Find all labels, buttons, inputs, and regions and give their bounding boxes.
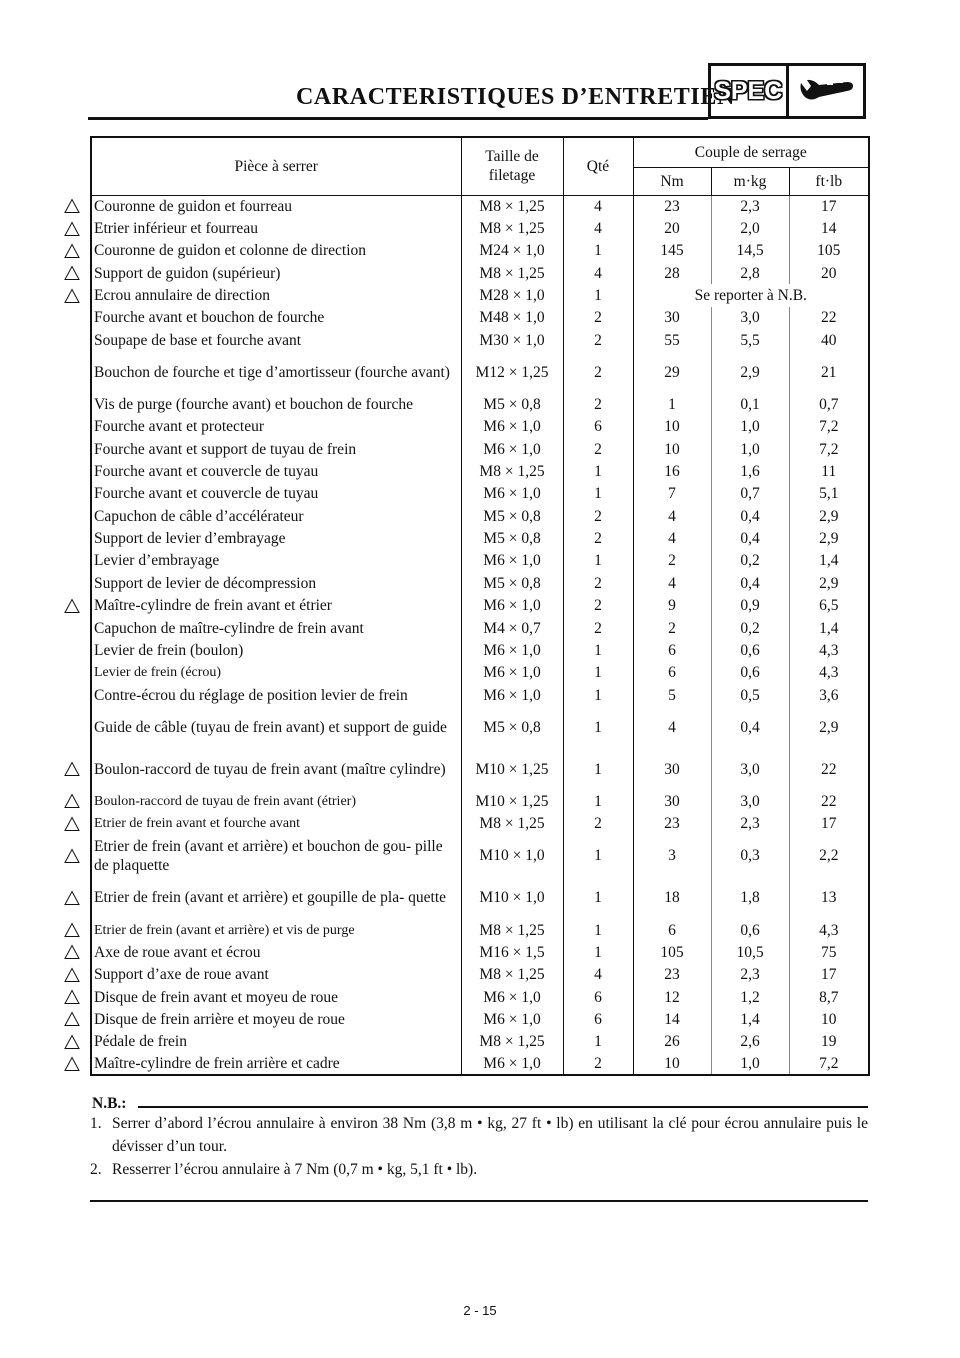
cell-nm: 14 [633, 1008, 711, 1030]
cell-nm: 30 [633, 307, 711, 329]
cell-ftlb: 4,3 [789, 662, 869, 684]
cell-ftlb: 40 [789, 329, 869, 351]
cell-ftlb: 4,3 [789, 919, 869, 941]
table-row [91, 617, 869, 639]
wrench-icon-cell [786, 66, 864, 116]
cell-ftlb: 17 [789, 195, 869, 217]
cell-mkg: 1,2 [711, 986, 789, 1008]
table-row [91, 941, 869, 963]
cell-qty: 2 [563, 572, 633, 594]
table-row [91, 986, 869, 1008]
cell-mkg: 0,3 [711, 835, 789, 877]
cell-nm: 10 [633, 438, 711, 460]
table-row [91, 483, 869, 505]
cell-part: Capuchon de maître-cylindre de frein avant [91, 617, 461, 639]
cell-nm: 4 [633, 706, 711, 748]
triangle-icon [64, 288, 80, 304]
notes-list [90, 1112, 868, 1181]
cell-qty: 1 [563, 941, 633, 963]
cell-qty: 4 [563, 195, 633, 217]
cell-ftlb: 4,3 [789, 639, 869, 661]
cell-part: Fourche avant et protecteur [91, 416, 461, 438]
cell-qty: 1 [563, 835, 633, 877]
cell-part: Etrier de frein (avant et arrière) et goupille de pla- quette [91, 877, 461, 919]
cell-part: Etrier inférieur et fourreau [91, 217, 461, 239]
cell-part: Axe de roue avant et écrou [91, 941, 461, 963]
cell-ftlb: 5,1 [789, 483, 869, 505]
cell-thread: M24 × 1,0 [461, 240, 563, 262]
cell-qty: 6 [563, 1008, 633, 1030]
triangle-icon [64, 989, 80, 1005]
cell-nm: 30 [633, 790, 711, 812]
cell-mkg: 0,7 [711, 483, 789, 505]
table-row [91, 416, 869, 438]
cell-nm: 23 [633, 964, 711, 986]
cell-qty: 4 [563, 262, 633, 284]
table-row [91, 195, 869, 217]
notes-label: N.B.: [92, 1095, 127, 1112]
cell-nm: 12 [633, 986, 711, 1008]
cell-ftlb: 105 [789, 240, 869, 262]
cell-qty: 1 [563, 790, 633, 812]
table-row [91, 595, 869, 617]
cell-nm: 9 [633, 595, 711, 617]
spec-badge [708, 63, 866, 119]
cell-thread: M6 × 1,0 [461, 550, 563, 572]
table-row [91, 240, 869, 262]
cell-part: Disque de frein arrière et moyeu de roue [91, 1008, 461, 1030]
cell-qty: 6 [563, 416, 633, 438]
cell-ftlb: 7,2 [789, 438, 869, 460]
cell-mkg: 0,6 [711, 919, 789, 941]
cell-ftlb: 19 [789, 1031, 869, 1053]
cell-qty: 2 [563, 393, 633, 415]
cell-part: Boulon-raccord de tuyau de frein avant (étrier) [91, 790, 461, 812]
cell-nm: 4 [633, 572, 711, 594]
cell-nm: 26 [633, 1031, 711, 1053]
cell-nm: 5 [633, 684, 711, 706]
notes-bottom-rule [90, 1200, 868, 1202]
cell-part: Boulon-raccord de tuyau de frein avant (maître cylindre) [91, 748, 461, 790]
triangle-icon [64, 816, 80, 832]
table-row [91, 877, 869, 919]
cell-qty: 4 [563, 964, 633, 986]
cell-nm: 23 [633, 813, 711, 835]
cell-part: Support d’axe de roue avant [91, 964, 461, 986]
cell-mkg: 3,0 [711, 748, 789, 790]
triangle-icon [64, 265, 80, 281]
cell-ftlb: 0,7 [789, 393, 869, 415]
table-row [91, 460, 869, 482]
cell-ftlb: 7,2 [789, 416, 869, 438]
table-row [91, 1053, 869, 1075]
cell-thread: M10 × 1,0 [461, 877, 563, 919]
cell-part: Maître-cylindre de frein arrière et cadre [91, 1053, 461, 1075]
cell-qty: 1 [563, 460, 633, 482]
table-row [91, 662, 869, 684]
cell-thread: M6 × 1,0 [461, 1008, 563, 1030]
table-row [91, 550, 869, 572]
cell-ftlb: 75 [789, 941, 869, 963]
cell-nm: 3 [633, 835, 711, 877]
cell-mkg: 0,4 [711, 527, 789, 549]
cell-thread: M6 × 1,0 [461, 986, 563, 1008]
cell-nm: 1 [633, 393, 711, 415]
cell-thread: M10 × 1,25 [461, 790, 563, 812]
triangle-icon [64, 198, 80, 214]
cell-nm: 30 [633, 748, 711, 790]
cell-thread: M6 × 1,0 [461, 1053, 563, 1075]
table-row [91, 438, 869, 460]
cell-ftlb: 13 [789, 877, 869, 919]
cell-qty: 2 [563, 505, 633, 527]
cell-ftlb: 7,2 [789, 1053, 869, 1075]
cell-qty: 2 [563, 1053, 633, 1075]
triangle-icon [64, 221, 80, 237]
cell-thread: M6 × 1,0 [461, 483, 563, 505]
cell-qty: 4 [563, 217, 633, 239]
table-row [91, 748, 869, 790]
cell-part: Support de guidon (supérieur) [91, 262, 461, 284]
cell-mkg: 5,5 [711, 329, 789, 351]
cell-nm: 16 [633, 460, 711, 482]
cell-ftlb: 20 [789, 262, 869, 284]
table-row [91, 351, 869, 393]
cell-nm: 23 [633, 195, 711, 217]
cell-part: Pédale de frein [91, 1031, 461, 1053]
cell-ftlb: 2,9 [789, 505, 869, 527]
table-row [91, 919, 869, 941]
cell-mkg: 0,2 [711, 550, 789, 572]
cell-thread: M6 × 1,0 [461, 416, 563, 438]
triangle-icon [64, 243, 80, 259]
cell-nm: 2 [633, 617, 711, 639]
table-row [91, 262, 869, 284]
cell-qty: 1 [563, 919, 633, 941]
cell-part: Contre-écrou du réglage de position levier de frein [91, 684, 461, 706]
header-thread: Taille de filetage [461, 137, 563, 195]
cell-ftlb: 22 [789, 307, 869, 329]
cell-qty: 1 [563, 284, 633, 306]
cell-ftlb: 6,5 [789, 595, 869, 617]
cell-nm: 28 [633, 262, 711, 284]
cell-mkg: 0,5 [711, 684, 789, 706]
header-torque: Couple de serrage [633, 137, 869, 167]
cell-qty: 2 [563, 527, 633, 549]
cell-thread: M5 × 0,8 [461, 706, 563, 748]
cell-thread: M30 × 1,0 [461, 329, 563, 351]
cell-qty: 6 [563, 986, 633, 1008]
cell-qty: 1 [563, 639, 633, 661]
cell-mkg: 3,0 [711, 307, 789, 329]
cell-mkg: 14,5 [711, 240, 789, 262]
cell-part: Fourche avant et couvercle de tuyau [91, 483, 461, 505]
cell-mkg: 3,0 [711, 790, 789, 812]
cell-mkg: 10,5 [711, 941, 789, 963]
cell-part: Fourche avant et bouchon de fourche [91, 307, 461, 329]
cell-nm: 105 [633, 941, 711, 963]
cell-part: Support de levier d’embrayage [91, 527, 461, 549]
cell-part: Guide de câble (tuyau de frein avant) et support de guide [91, 706, 461, 748]
cell-nm: 10 [633, 416, 711, 438]
cell-nm: 2 [633, 550, 711, 572]
triangle-icon [64, 761, 80, 777]
cell-mkg: 1,4 [711, 1008, 789, 1030]
cell-qty: 2 [563, 438, 633, 460]
cell-thread: M8 × 1,25 [461, 919, 563, 941]
cell-part: Disque de frein avant et moyeu de roue [91, 986, 461, 1008]
cell-mkg: 1,6 [711, 460, 789, 482]
cell-ftlb: 11 [789, 460, 869, 482]
cell-part: Couronne de guidon et fourreau [91, 195, 461, 217]
note-text: Resserrer l’écrou annulaire à 7 Nm (0,7 m • kg, 5,1 ft • lb). [112, 1161, 478, 1178]
cell-mkg: 0,4 [711, 572, 789, 594]
cell-part: Soupape de base et fourche avant [91, 329, 461, 351]
cell-mkg: 0,4 [711, 505, 789, 527]
triangle-icon [64, 922, 80, 938]
cell-part: Couronne de guidon et colonne de direction [91, 240, 461, 262]
cell-nm: 6 [633, 662, 711, 684]
torque-table [90, 136, 870, 1076]
table-row [91, 329, 869, 351]
cell-thread: M5 × 0,8 [461, 527, 563, 549]
cell-part: Levier d’embrayage [91, 550, 461, 572]
page-number: 2 - 15 [463, 1303, 497, 1318]
cell-nm: 6 [633, 639, 711, 661]
page-title: CARACTERISTIQUES D’ENTRETIEN [296, 84, 735, 110]
cell-ftlb: 1,4 [789, 550, 869, 572]
cell-thread: M8 × 1,25 [461, 195, 563, 217]
cell-thread: M8 × 1,25 [461, 217, 563, 239]
header-ftlb: ft·lb [789, 167, 869, 195]
cell-mkg: 1,8 [711, 877, 789, 919]
cell-ftlb: 2,9 [789, 572, 869, 594]
cell-nm: 4 [633, 505, 711, 527]
triangle-icon [64, 1011, 80, 1027]
cell-qty: 1 [563, 240, 633, 262]
cell-thread: M5 × 0,8 [461, 572, 563, 594]
table-row [91, 572, 869, 594]
cell-thread: M10 × 1,25 [461, 748, 563, 790]
cell-qty: 1 [563, 684, 633, 706]
cell-nm: 55 [633, 329, 711, 351]
header-qty: Qté [563, 137, 633, 195]
cell-qty: 1 [563, 483, 633, 505]
cell-part: Levier de frein (écrou) [91, 662, 461, 684]
cell-nm: 6 [633, 919, 711, 941]
cell-thread: M6 × 1,0 [461, 684, 563, 706]
cell-nm: 10 [633, 1053, 711, 1075]
table-row [91, 964, 869, 986]
cell-qty: 1 [563, 662, 633, 684]
cell-thread: M6 × 1,0 [461, 438, 563, 460]
cell-qty: 1 [563, 550, 633, 572]
spec-label-cell [711, 66, 786, 116]
cell-qty: 1 [563, 1031, 633, 1053]
cell-part: Vis de purge (fourche avant) et bouchon de fourche [91, 393, 461, 415]
cell-part: Fourche avant et support de tuyau de frein [91, 438, 461, 460]
table-row [91, 1008, 869, 1030]
triangle-icon [64, 793, 80, 809]
table-row [91, 684, 869, 706]
cell-mkg: 0,9 [711, 595, 789, 617]
cell-qty: 2 [563, 307, 633, 329]
cell-thread: M8 × 1,25 [461, 262, 563, 284]
table-row [91, 1031, 869, 1053]
header-mkg: m·kg [711, 167, 789, 195]
cell-thread: M6 × 1,0 [461, 639, 563, 661]
cell-thread: M12 × 1,25 [461, 351, 563, 393]
table-row [91, 505, 869, 527]
cell-ftlb: 2,9 [789, 527, 869, 549]
cell-qty: 2 [563, 595, 633, 617]
cell-thread: M28 × 1,0 [461, 284, 563, 306]
cell-nm: 7 [633, 483, 711, 505]
cell-thread: M4 × 0,7 [461, 617, 563, 639]
header-rule [88, 117, 708, 120]
cell-thread: M8 × 1,25 [461, 1031, 563, 1053]
cell-nm: 145 [633, 240, 711, 262]
cell-qty: 2 [563, 617, 633, 639]
triangle-icon [64, 848, 80, 864]
cell-thread: M8 × 1,25 [461, 813, 563, 835]
cell-part: Etrier de frein (avant et arrière) et vis de purge [91, 919, 461, 941]
cell-mkg: 1,0 [711, 1053, 789, 1075]
cell-qty: 1 [563, 748, 633, 790]
triangle-icon [64, 1034, 80, 1050]
cell-part: Support de levier de décompression [91, 572, 461, 594]
notes-top-rule [138, 1106, 868, 1108]
cell-ftlb: 22 [789, 748, 869, 790]
note-number: 1. [90, 1115, 102, 1132]
table-row [91, 790, 869, 812]
table-row [91, 307, 869, 329]
cell-qty: 2 [563, 351, 633, 393]
table-row [91, 813, 869, 835]
table-row [91, 835, 869, 877]
cell-nm: 18 [633, 877, 711, 919]
cell-ftlb: 17 [789, 964, 869, 986]
note-number: 2. [90, 1161, 102, 1178]
cell-mkg: 1,0 [711, 416, 789, 438]
triangle-icon [64, 967, 80, 983]
table-row [91, 639, 869, 661]
spec-label: SPEC [714, 76, 783, 105]
cell-part: Etrier de frein avant et fourche avant [91, 813, 461, 835]
cell-mkg: 2,8 [711, 262, 789, 284]
cell-mkg: 2,3 [711, 195, 789, 217]
cell-ftlb: 14 [789, 217, 869, 239]
cell-mkg: 2,3 [711, 813, 789, 835]
cell-mkg: 2,3 [711, 964, 789, 986]
wrench-icon [797, 77, 855, 105]
cell-ftlb: 2,2 [789, 835, 869, 877]
table-row [91, 217, 869, 239]
cell-mkg: 0,4 [711, 706, 789, 748]
cell-ftlb: 21 [789, 351, 869, 393]
cell-thread: M48 × 1,0 [461, 307, 563, 329]
cell-qty: 1 [563, 706, 633, 748]
cell-mkg: 2,9 [711, 351, 789, 393]
cell-ftlb: 10 [789, 1008, 869, 1030]
cell-thread: M8 × 1,25 [461, 964, 563, 986]
header-part: Pièce à serrer [91, 137, 461, 195]
cell-thread: M5 × 0,8 [461, 505, 563, 527]
cell-nm: 4 [633, 527, 711, 549]
header-nm: Nm [633, 167, 711, 195]
table-row [91, 527, 869, 549]
cell-ftlb: 2,9 [789, 706, 869, 748]
cell-part: Levier de frein (boulon) [91, 639, 461, 661]
cell-part: Fourche avant et couvercle de tuyau [91, 460, 461, 482]
triangle-icon [64, 944, 80, 960]
triangle-icon [64, 1056, 80, 1072]
cell-thread: M16 × 1,5 [461, 941, 563, 963]
cell-torque-note: Se reporter à N.B. [633, 284, 869, 306]
cell-thread: M6 × 1,0 [461, 595, 563, 617]
cell-mkg: 2,0 [711, 217, 789, 239]
cell-ftlb: 3,6 [789, 684, 869, 706]
cell-mkg: 0,1 [711, 393, 789, 415]
cell-mkg: 0,6 [711, 662, 789, 684]
triangle-icon [64, 598, 80, 614]
cell-qty: 1 [563, 877, 633, 919]
cell-ftlb: 8,7 [789, 986, 869, 1008]
cell-ftlb: 17 [789, 813, 869, 835]
cell-thread: M10 × 1,0 [461, 835, 563, 877]
cell-part: Capuchon de câble d’accélérateur [91, 505, 461, 527]
note-item [90, 1158, 868, 1181]
cell-part: Bouchon de fourche et tige d’amortisseur (fourche avant) [91, 351, 461, 393]
cell-qty: 2 [563, 813, 633, 835]
cell-mkg: 0,6 [711, 639, 789, 661]
cell-ftlb: 1,4 [789, 617, 869, 639]
cell-thread: M5 × 0,8 [461, 393, 563, 415]
table-row [91, 706, 869, 748]
cell-thread: M6 × 1,0 [461, 662, 563, 684]
cell-mkg: 1,0 [711, 438, 789, 460]
cell-part: Etrier de frein (avant et arrière) et bouchon de gou- pille de plaquette [91, 835, 461, 877]
cell-mkg: 0,2 [711, 617, 789, 639]
cell-mkg: 2,6 [711, 1031, 789, 1053]
cell-part: Maître-cylindre de frein avant et étrier [91, 595, 461, 617]
cell-qty: 2 [563, 329, 633, 351]
table-row [91, 393, 869, 415]
cell-ftlb: 22 [789, 790, 869, 812]
note-item [90, 1112, 868, 1158]
cell-nm: 20 [633, 217, 711, 239]
note-text: Serrer d’abord l’écrou annulaire à environ 38 Nm (3,8 m • kg, 27 ft • lb) en utilisant la clé pour écrou annulaire puis le dévisser d’un tour. [112, 1115, 868, 1155]
table-row [91, 284, 869, 306]
triangle-icon [64, 890, 80, 906]
cell-thread: M8 × 1,25 [461, 460, 563, 482]
cell-nm: 29 [633, 351, 711, 393]
cell-part: Ecrou annulaire de direction [91, 284, 461, 306]
